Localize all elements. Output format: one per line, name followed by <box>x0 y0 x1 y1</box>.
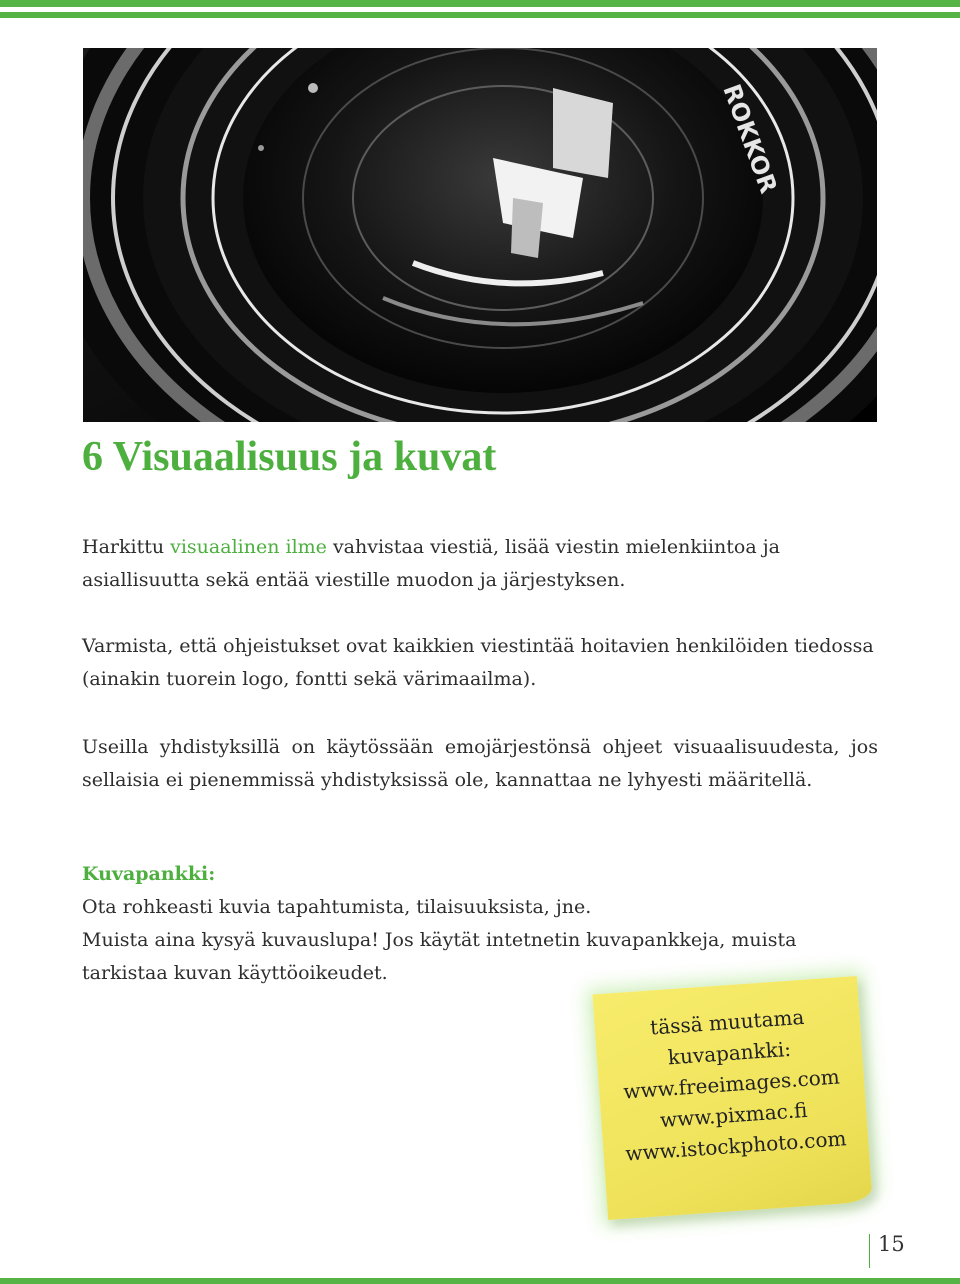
sticky-note-link-pixmac: www.pixmac.fi <box>659 1097 809 1133</box>
image-bank-label: Kuvapankki: <box>82 863 216 885</box>
intro-text-end: vahvistaa viestiä, lisää viestin mielenkiintoa ja asiallisuutta sekä entää viestille muodon ja järjestyksen. <box>82 536 780 591</box>
sticky-note <box>592 976 872 1220</box>
image-bank-line-1: Ota rohkeasti kuvia tapahtumista, tilaisuuksista, jne. <box>82 896 592 918</box>
page-number: 15 <box>878 1232 905 1256</box>
highlight-visual-identity: visuaalinen ilme <box>170 536 327 558</box>
sticky-note-line: tässä muutama <box>649 1004 806 1040</box>
sticky-note-link-freeimages: www.freeimages.com <box>622 1064 841 1104</box>
camera-lens-photo <box>83 48 877 422</box>
guidelines-paragraph: Varmista, että ohjeistukset ovat kaikkien viestintää hoitavien henkilöiden tiedossa (ainakin tuorein logo, fontti sekä värimaailma). <box>82 635 874 690</box>
image-bank-section <box>82 858 878 990</box>
sticky-note-line: kuvapankki: <box>667 1036 792 1070</box>
sticky-note-link-istockphoto: www.istockphoto.com <box>624 1126 848 1166</box>
intro-text-start: Harkittu <box>82 536 171 558</box>
page-number-rule <box>869 1234 870 1268</box>
svg-text:ROKKOR: ROKKOR <box>717 80 783 198</box>
intro-paragraph <box>82 531 878 597</box>
image-bank-line-2: Muista aina kysyä kuvauslupa! Jos käytät intetnetin kuvapankkeja, muista tarkistaa kuvan käyttöoikeudet. <box>82 929 797 984</box>
sticky-note-text <box>594 998 869 1171</box>
page-title: 6 Visuaalisuus ja kuvat <box>82 434 497 480</box>
associations-paragraph: Useilla yhdistyksillä on käytössään emojärjestönsä ohjeet visuaalisuudesta, jos sellaisia ei pienemmissä yhdistyksissä ole, kannattaa ne lyhyesti määritellä. <box>82 736 878 791</box>
top-stripe <box>0 0 960 7</box>
bottom-stripe <box>0 1278 960 1284</box>
top-stripe-thin <box>0 12 960 18</box>
